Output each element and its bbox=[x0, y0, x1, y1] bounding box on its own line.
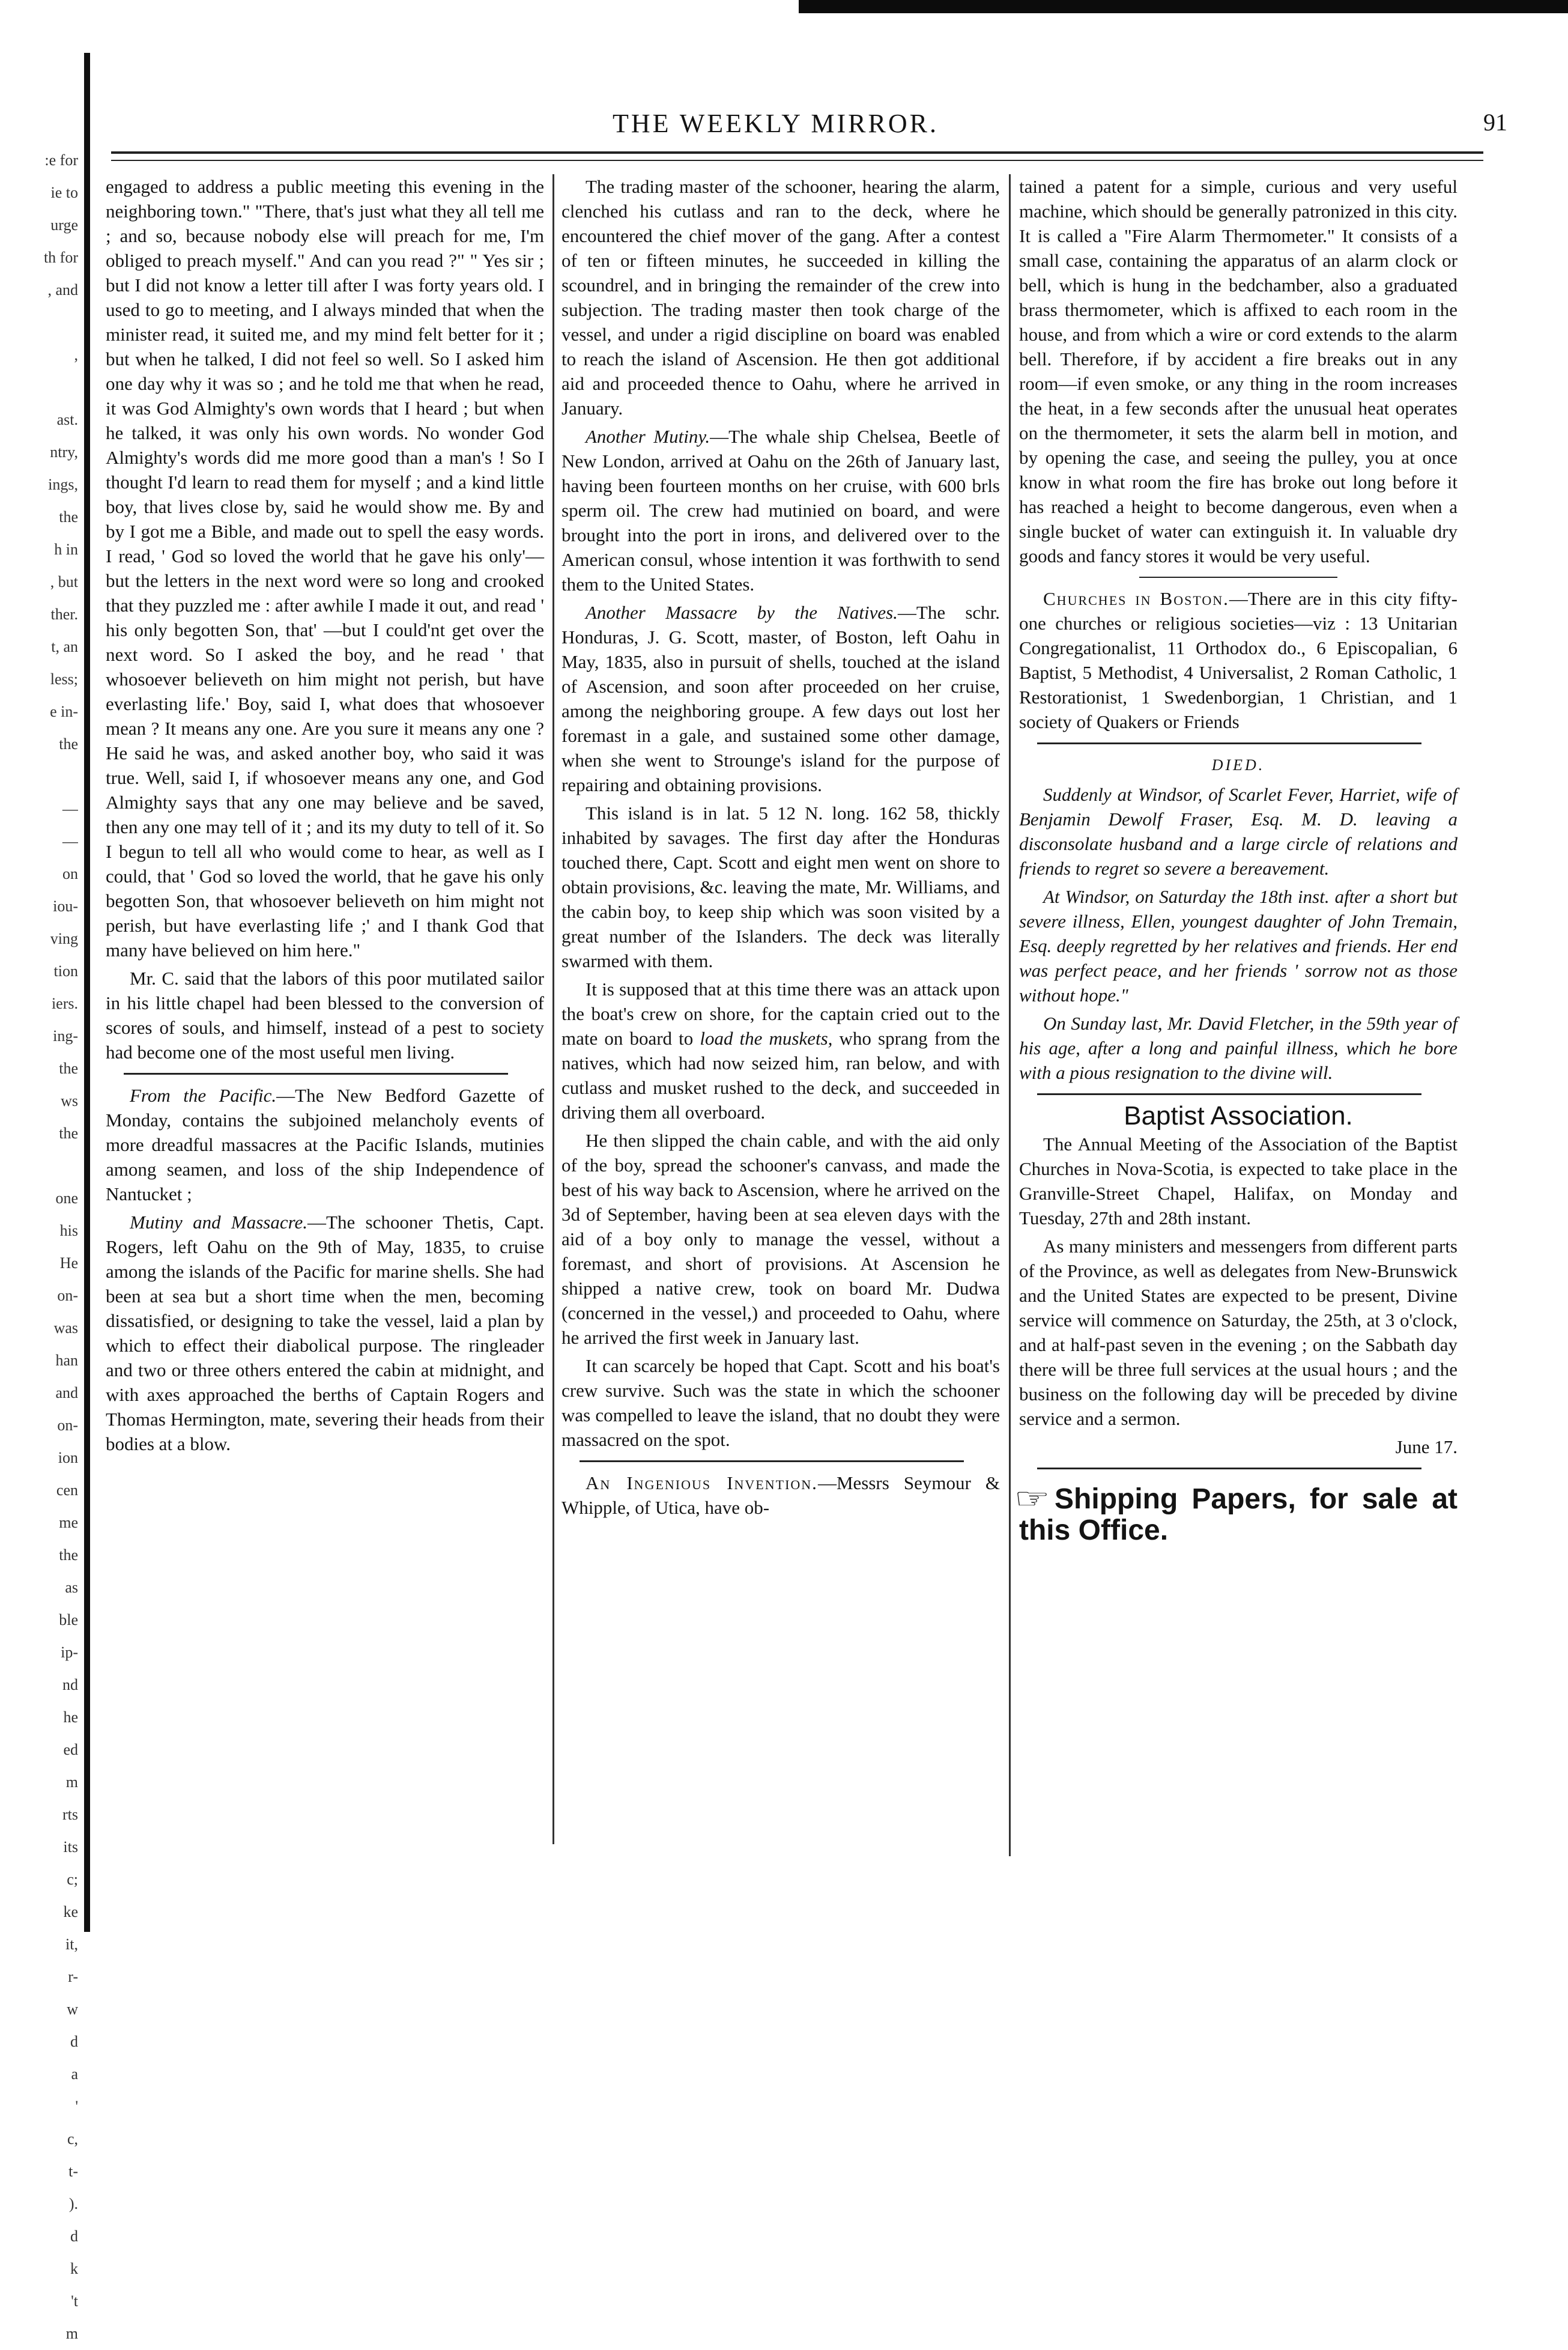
article-divider bbox=[124, 1073, 508, 1075]
article-divider bbox=[1139, 577, 1337, 578]
pacific-lead: From the Pacific. bbox=[130, 1085, 277, 1106]
gutter-fragment bbox=[0, 1150, 78, 1182]
gutter-fragment: — bbox=[62, 833, 78, 850]
pointing-hand-icon: ☞ bbox=[1014, 1483, 1050, 1515]
survival-paragraph: It can scarcely be hoped that Capt. Scott and his boat's crew survive. Such was the state in which the schooner was compelled to leave the island, that no doubt they were massacred on the spot. bbox=[562, 1355, 1000, 1450]
gutter-fragment: rts bbox=[62, 1806, 78, 1823]
mutiny-article bbox=[106, 1210, 544, 1456]
masthead: THE WEEKLY MIRROR. bbox=[613, 109, 939, 138]
gutter-fragment: d bbox=[70, 2227, 78, 2245]
massacre-article bbox=[562, 600, 1000, 797]
churches-text: —There are in this city fifty-one churches or religious societies—viz : 13 Unitarian Congregationalist, 11 Orthodox do., 6 Episcopalian, 6 Baptist, 5 Methodist, 4 Universalist, 2 Roman Catholic, 1 Restorationist, 1 Swedenborgian, 1 Christian, and 1 society of Quakers or Friends bbox=[1019, 588, 1458, 732]
gutter-fragment: han bbox=[55, 1352, 78, 1369]
mutiny-lead: Mutiny and Massacre. bbox=[130, 1212, 308, 1233]
association-signoff bbox=[1019, 1435, 1458, 1459]
article-divider bbox=[1037, 742, 1421, 744]
mr-c-paragraph: Mr. C. said that the labors of this poor mutilated sailor in his little chapel had been blessed to the conversion of scores of souls, and himself, instead of a pest to society had become one of the most useful men living. bbox=[106, 968, 544, 1063]
gutter-fragment: ' bbox=[75, 2098, 78, 2115]
gutter-fragment: ble bbox=[59, 1611, 78, 1629]
massacre-lead: Another Massacre by the Natives. bbox=[586, 602, 898, 623]
gutter-fragment: e in- bbox=[50, 703, 78, 720]
gutter-fragment: d bbox=[70, 2033, 78, 2050]
gutter-fragment: the bbox=[59, 508, 78, 526]
page-number: 91 bbox=[1483, 109, 1507, 136]
gutter-fragment bbox=[0, 306, 78, 339]
top-black-bar bbox=[799, 0, 1568, 13]
gutter-fragment: ast. bbox=[56, 411, 78, 428]
article-divider bbox=[1037, 1093, 1421, 1095]
attack-text-a: It is supposed that at this time there was an attack upon the boat's crew on shore, for the captain cried out to the mate on board to bbox=[562, 979, 1000, 1049]
gutter-fragment: ving bbox=[50, 930, 78, 947]
header-rule bbox=[111, 151, 1483, 161]
baptist-association-title: Baptist Association. bbox=[1124, 1101, 1353, 1131]
gutter-fragment: ion bbox=[58, 1449, 78, 1466]
churches-lead: Churches in Boston. bbox=[1043, 588, 1229, 609]
escape-paragraph: He then slipped the chain cable, and with the aid only of the boy, spread the schooner's canvass, and made the best of his way back to Ascension, where he arrived on the 3d of September, having been at sea eleven days with the aid of a boy only to manage the vessel, without a foremast, and short of provisions. At Ascension he shipped a native crew, took on board Mr. Dudwa (concerned in the vessel,) and proceeded to Oahu, where he arrived the first week in January last. bbox=[562, 1130, 1000, 1348]
gutter-fragment: me bbox=[59, 1514, 78, 1531]
gutter-fragment: on- bbox=[57, 1416, 78, 1434]
previous-page-gutter bbox=[0, 144, 78, 2350]
gutter-fragment: was bbox=[53, 1319, 78, 1337]
page-header bbox=[108, 108, 1507, 144]
attack-text-b: who sprang from the natives, which had now seized him, ran below, and with cutlass and musket rushed to the deck, and succeeded in driving them all overboard. bbox=[562, 1028, 1000, 1123]
another-mutiny-text: —The whale ship Chelsea, Beetle of New London, arrived at Oahu on the 26th of January last, having been fourteen months on her cruise, with 600 brls sperm oil. The crew had mutinied on board, and were brought into the port in irons, and delivered over to the American consul, whose intention it was forthwith to send them to the United States. bbox=[562, 426, 1000, 595]
churches-article bbox=[1019, 586, 1458, 734]
gutter-fragment: he bbox=[63, 1708, 78, 1726]
island-paragraph: This island is in lat. 5 12 N. long. 162 58, thickly inhabited by savages. The first day after the Honduras touched there, Capt. Scott and eight men went on shore to obtain provisions, &c. leaving the mate, Mr. Williams, and the cabin boy, to keep ship which was soon visited by a great number of the Islanders. The deck was literally swarmed with them. bbox=[562, 803, 1000, 971]
gutter-fragment: his bbox=[59, 1222, 78, 1239]
gutter-fragment: the bbox=[59, 1125, 78, 1142]
attack-text-italic: load the muskets, bbox=[700, 1028, 833, 1049]
invention-text: —Messrs Seymour & Whipple, of Utica, have ob- bbox=[562, 1472, 1000, 1518]
attack-paragraph bbox=[562, 977, 1000, 1125]
gutter-fragment: ). bbox=[68, 2195, 78, 2212]
another-mutiny-article bbox=[562, 424, 1000, 597]
shipping-papers-text: Shipping Papers, for sale at this Office. bbox=[1019, 1483, 1458, 1546]
gutter-fragment: c; bbox=[67, 1871, 78, 1888]
gutter-fragment: its bbox=[63, 1838, 78, 1856]
invention-lead: An Ingenious Invention. bbox=[586, 1472, 818, 1493]
gutter-fragment: as bbox=[65, 1579, 78, 1596]
gutter-fragment: on- bbox=[57, 1287, 78, 1304]
pacific-text: —The New Bedford Gazette of Monday, contains the subjoined melancholy events of more dreadful massacres at the Pacific Islands, mutinies among seamen, and loss of the ship Independence of Nantucket ; bbox=[106, 1085, 544, 1204]
obituary-1: Suddenly at Windsor, of Scarlet Fever, Harriet, wife of Benjamin Dewolf Fraser, Esq. M. D. leaving a disconsolate husband and a large circle of relations and friends to regret so severe a bereavement. bbox=[1019, 784, 1458, 879]
gutter-fragment: nd bbox=[62, 1676, 78, 1693]
gutter-fragment: k bbox=[70, 2260, 78, 2277]
sailor-story-paragraph: engaged to address a public meeting this evening in the neighboring town." "There, that's just what they all tell me ; and so, because nobody else will preach for me, I'm obliged to preach myself." And can you read ?" " Yes sir ; but I did not know a letter till after I was forty years old. I used to go to meeting, and I always minded that when the minister read, it suited me, and my mind felt better for it ; but when he talked, I did not feel so well. So I asked him one day why it was so ; and he told me that when he read, it was God Almighty's own words that I heard ; but when he talked, it was only his own words. No wonder God Almighty's words did me more good than a man's ! So I thought I'd learn to read them for myself ; and a kind little boy, that lives close by, said he would show me. By and by I got me a Bible, and made out to spell the easy words. I read, ' God so loved the world that he gave his only'—but the letters in the next word were so long and crooked that they puzzled me : after awhile I made it out, and read ' his only begotten Son, that' —but I could'nt get over the next word. So I asked the boy, and he read ' that whosoever believeth on him might not perish, but have everlasting life.' Boy, said I, what does that whosoever mean ? It means any one. Are you sure it means any one ? He said he was, and asked another boy, who said it was true. Well, said I, if whosoever means any one, and God Almighty says that any one may believe and be saved, then any one may tell of it ; and its my duty to tell of it. So I begun to tell all who would come to hear, as well as I could, that ' God so loved the world, that he gave his only begotten Son, that whosoever believeth on him might not perish, but have everlasting life ;' and I thank God that many have believed on him here." bbox=[106, 176, 544, 961]
article-divider bbox=[1037, 1468, 1421, 1469]
another-mutiny-lead: Another Mutiny. bbox=[586, 426, 710, 447]
gutter-fragment: the bbox=[59, 1546, 78, 1564]
gutter-fragment: iers. bbox=[51, 995, 78, 1012]
association-paragraph-2: As many ministers and messengers from different parts of the Province, as well as delegates from New-Brunswick and the United States are expected to be present, Divine service will commence on Saturday, the 25th, at 3 o'clock, and at half-past seven in the evening ; on the Sabbath day there will be three full services at the usual hours ; and the business on the following day will be preceded by divine service and a sermon. bbox=[1019, 1236, 1458, 1429]
gutter-fragment: h in bbox=[54, 541, 78, 558]
article-divider bbox=[580, 1460, 964, 1462]
gutter-fragment: t, an bbox=[51, 638, 78, 655]
shipping-papers-ad bbox=[1014, 1483, 1458, 1546]
gutter-fragment: iou- bbox=[53, 897, 78, 915]
mutiny-text: —The schooner Thetis, Capt. Rogers, left Oahu on the 9th of May, 1835, to cruise among the islands of the Pacific for marine shells. She had been at sea but a short time when the men, becoming dissatisfied, or designing to take the vessel, laid a plan by which to effect their diabolical purpose. The ringleader and two or three others entered the cabin at midnight, and with axes approached the berths of Captain Rogers and Thomas Hermington, mate, severing their heads from their bodies at a blow. bbox=[106, 1212, 544, 1454]
gutter-fragment: ther. bbox=[50, 606, 78, 623]
gutter-fragment: ed bbox=[63, 1741, 78, 1758]
gutter-fragment bbox=[0, 371, 78, 404]
gutter-fragment: ie to bbox=[50, 184, 78, 201]
gutter-fragment: cen bbox=[56, 1481, 78, 1499]
gutter-fragment: 't bbox=[71, 2292, 78, 2310]
massacre-text: —The schr. Honduras, J. G. Scott, master, of Boston, left Oahu in May, 1835, also in pursuit of shells, touched at the island of Ascension, and soon after proceeded on her cruise, among the neighboring groupe. A few days out lost her foremast in a gale, and sustained some other damage, when she went to Strounge's island for the purpose of repairing and obtaining provisions. bbox=[562, 602, 1000, 795]
column-2 bbox=[562, 174, 1000, 1523]
gutter-fragment: r- bbox=[68, 1968, 78, 1985]
column-separator-1 bbox=[552, 174, 554, 1844]
gutter-fragment: w bbox=[67, 2000, 78, 2018]
gutter-fragment: He bbox=[59, 1254, 78, 1272]
association-date: June 17. bbox=[1395, 1436, 1458, 1457]
gutter-fragment bbox=[0, 761, 78, 793]
gutter-fragment: one bbox=[55, 1189, 78, 1207]
gutter-fragment: ings, bbox=[48, 476, 78, 493]
gutter-fragment: on bbox=[62, 865, 78, 882]
column-1 bbox=[106, 174, 544, 1460]
gutter-fragment: tion bbox=[53, 962, 78, 980]
gutter-fragment: it, bbox=[65, 1936, 78, 1953]
pacific-article bbox=[106, 1083, 544, 1206]
invention-article bbox=[562, 1471, 1000, 1520]
gutter-fragment: :e for bbox=[44, 151, 78, 169]
gutter-fragment: m bbox=[65, 1773, 78, 1791]
obituary-2: At Windsor, on Saturday the 18th inst. after a short but severe illness, Ellen, youngest daughter of John Tremain, Esq. deeply regretted by her relatives and friends. Her end was perfect peace, and her friends ' sorrow not as those without hope." bbox=[1019, 886, 1458, 1006]
gutter-fragment: , but bbox=[50, 573, 78, 591]
gutter-fragment: and bbox=[55, 1384, 78, 1401]
gutter-fragment: — bbox=[62, 800, 78, 818]
gutter-fragment: the bbox=[59, 1060, 78, 1077]
gutter-fragment: urge bbox=[50, 216, 78, 234]
gutter-fragment: m bbox=[65, 2325, 78, 2342]
gutter-fragment: ip- bbox=[61, 1644, 78, 1661]
gutter-fragment: , bbox=[74, 346, 78, 363]
gutter-fragment: th for bbox=[43, 249, 78, 266]
gutter-fragment: ing- bbox=[53, 1027, 78, 1045]
gutter-fragment: t- bbox=[68, 2163, 78, 2180]
column-3 bbox=[1014, 174, 1458, 1546]
association-paragraph-1: The Annual Meeting of the Association of the Baptist Churches in Nova-Scotia, is expected to take place in the Granville-Street Chapel, Halifax, on Monday and Tuesday, 27th and 28th instant. bbox=[1019, 1134, 1458, 1228]
trading-master-paragraph: The trading master of the schooner, hearing the alarm, clenched his cutlass and ran to the deck, where he encountered the chief mover of the gang. After a contest of ten or fifteen minutes, he succeeded in killing the scoundrel, and in bringing the remainder of the crew into subjection. The trading master then took charge of the vessel, and under a rigid discipline on board was enabled to reach the island of Ascension. He then got additional aid and proceeded thence to Oahu, where he arrived in January. bbox=[562, 176, 1000, 419]
gutter-fragment: , and bbox=[47, 281, 78, 299]
gutter-fragment: ke bbox=[63, 1903, 78, 1920]
gutter-fragment: the bbox=[59, 735, 78, 753]
gutter-fragment: ws bbox=[61, 1092, 78, 1110]
invention-continuation: tained a patent for a simple, curious and very useful machine, which should be generally patronized in this city. It is called a "Fire Alarm Thermometer." It consists of a small case, containing the apparatus of an alarm clock or bell, which is hung in the bedchamber, also a graduated brass thermometer, which is affixed to each room in the house, and from which a wire or cord extends to the alarm bell. Therefore, if by accident a fire breaks out in any room—if even smoke, or any thing in the room increases the heat, in a few seconds after the unusual heat operates on the thermometer, it sets the alarm bell in motion, and by opening the case, and seeing the pulley, you at once know in what room the fire has broke out long before it has reached a height to become dangerous, even when a single bucket of water can extinguish it. In valuable dry goods and fancy stores it would be very useful. bbox=[1019, 176, 1458, 566]
gutter-fragment: ntry, bbox=[50, 443, 78, 461]
gutter-fragment: a bbox=[71, 2065, 78, 2083]
obituary-3: On Sunday last, Mr. David Fletcher, in the 59th year of his age, after a long and painful illness, which he bore with a pious resignation to the divine will. bbox=[1019, 1013, 1458, 1083]
page-left-rule bbox=[84, 53, 90, 1932]
died-heading: DIED. bbox=[1211, 756, 1265, 774]
gutter-fragment: less; bbox=[50, 670, 78, 688]
gutter-fragment: c, bbox=[67, 2130, 78, 2148]
column-separator-2 bbox=[1009, 174, 1011, 1856]
